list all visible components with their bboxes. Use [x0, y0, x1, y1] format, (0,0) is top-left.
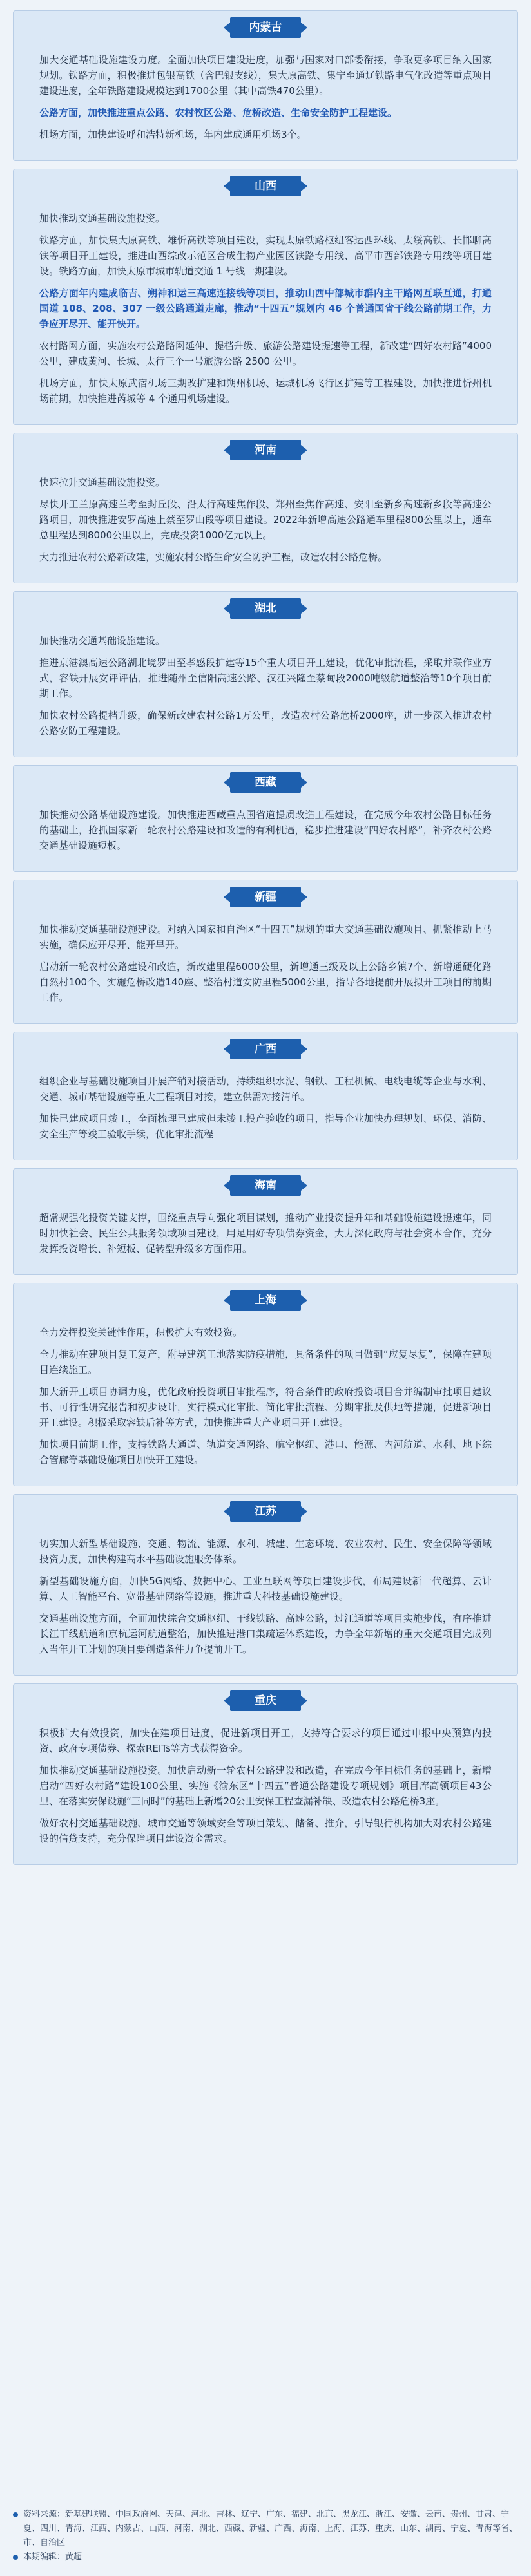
paragraph: 加快项目前期工作，支持铁路大通道、轨道交通网络、航空枢纽、港口、能源、内河航道、水利、地下综合管廊等基础设施项目加快开工建设。 [39, 1439, 492, 1466]
paragraph: 机场方面，加快太原武宿机场三期改扩建和朔州机场、运城机场飞行区扩建等工程建设，加快推进忻州机场前期，加快推进芮城等 4 个通用机场建设。 [39, 377, 492, 404]
section-title: 海南 [230, 1175, 301, 1196]
section-title: 重庆 [230, 1690, 301, 1711]
paragraph: 启动新一轮农村公路建设和改造，新改建里程6000公里，新增通三级及以上公路乡镇7个、新增通硬化路自然村100个、实施危桥改造140座、整治村道安防里程5000公里，指导各地提前开展拟开工项目的前期工作。 [39, 961, 492, 1003]
footer-source-line [13, 2508, 518, 2550]
footer-editor-line [13, 2550, 518, 2564]
footer-editor: 本期编辑：黄超 [23, 2552, 82, 2562]
section-title: 上海 [230, 1290, 301, 1311]
section-card-xinjiang [13, 880, 518, 1024]
paragraph: 加快推动交通基础设施投资。 [39, 213, 166, 224]
section-title: 河南 [230, 440, 301, 460]
section-card-chongqing [13, 1683, 518, 1865]
section-title: 西藏 [230, 772, 301, 793]
footer [13, 2508, 518, 2564]
section-title: 广西 [230, 1039, 301, 1059]
paragraph-highlight: 公路方面年内建成临吉、朔神和运三高速连接线等项目，推动山西中部城市群内主干路网互联互通，打通国道 108、208、307 一级公路通道走廊，推动“十四五”规划内 46 个普通国省干线公路前期工作，力争应开尽开、能开快开。 [39, 287, 492, 330]
paragraph: 加大新开工项目协调力度，优化政府投资项目审批程序，符合条件的政府投资项目合并编制审批项目建议书、可行性研究报告和初步设计，实行模式化审批、简化审批流程、分期审批及供地等措施，促进新项目开工建设。积极采取容缺后补等方式，加快推进重大产业项目开工建设。 [39, 1386, 492, 1428]
section-title: 山西 [230, 176, 301, 196]
paragraph: 农村路网方面，实施农村公路路网延伸、提档升级、旅游公路建设提速等工程，新改建“四好农村路”4000 公里，建成黄河、长城、太行三个一号旅游公路 2500 公里。 [39, 340, 492, 367]
section-title: 湖北 [230, 598, 301, 619]
section-card-shanghai [13, 1283, 518, 1486]
paragraph: 加快已建成项目竣工，全面梳理已建成但未竣工投产验收的项目，指导企业加快办理规划、环保、消防、安全生产等竣工验收手续，优化审批流程 [39, 1113, 492, 1140]
section-title: 新疆 [230, 887, 301, 907]
section-title: 江苏 [230, 1501, 301, 1522]
paragraph: 大力推进农村公路新改建，实施农村公路生命安全防护工程，改造农村公路危桥。 [39, 551, 388, 563]
paragraph: 快速拉升交通基础设施投资。 [39, 477, 166, 488]
section-card-xizang [13, 765, 518, 872]
bullet-icon [13, 2555, 18, 2560]
paragraph: 积极扩大有效投资，加快在建项目进度，促进新项目开工，支持符合要求的项目通过申报中央预算内投资、政府专项债券、探索REITs等方式获得资金。 [39, 1727, 492, 1754]
paragraph: 超常规强化投资关键支撑，围绕重点导向强化项目谋划，推动产业投资提升年和基础设施建设提速年，同时加快社会、民生公共服务领域项目建设，用足用好专项债券资金，大力深化政府与社会资本合作，充分发挥投资增长、补短板、促转型升级多方面作用。 [39, 1212, 492, 1255]
section-card-hainan [13, 1168, 518, 1275]
paragraph: 全力推动在建项目复工复产，附导建筑工地落实防疫措施，具备条件的项目做到“应复尽复”，保障在建项目连续施工。 [39, 1349, 492, 1376]
section-card-henan [13, 433, 518, 583]
paragraph: 加快农村公路提档升级，确保新改建农村公路1万公里，改造农村公路危桥2000座，进一步深入推进农村公路安防工程建设。 [39, 710, 492, 737]
paragraph: 切实加大新型基础设施、交通、物流、能源、水利、城建、生态环境、农业农村、民生、安全保障等领域投资力度，加快构建高水平基础设施服务体系。 [39, 1538, 492, 1565]
paragraph: 铁路方面，加快集大原高铁、雄忻高铁等项目建设，实现太原铁路枢纽客运西环线、太绥高铁、长邯聊高铁等项目开工建设，推进山西综改示范区合成生物产业园区铁路专用线、高平市西部铁路专用线等项目建设。铁路方面，加快太原市城市轨道交通 1 号线一期建设。 [39, 234, 492, 277]
section-title: 内蒙古 [230, 17, 301, 38]
paragraph: 加快推动公路基础设施建设。加快推进西藏重点国省道提质改造工程建设，在完成今年农村公路目标任务的基础上，抢抓国家新一轮农村公路建设和改造的有利机遇，稳步推进建设“四好农村路”，补齐农村公路交通基础设施短板。 [39, 809, 492, 851]
section-card-hubei [13, 591, 518, 757]
paragraph: 加大交通基础设施建设力度。全面加快项目建设进度，加强与国家对口部委衔接，争取更多项目纳入国家规划。铁路方面，积极推进包银高铁（含巴银支线），集大原高铁、集宁至通辽铁路电气化改造等重点项目建设进度，全年铁路建设规模达到1700公里（其中高铁470公里）。 [39, 54, 492, 97]
section-card-shanxi [13, 169, 518, 425]
section-card-neimenggu [13, 10, 518, 161]
paragraph: 做好农村交通基础设施、城市交通等领域安全等项目策划、储备、推介，引导银行机构加大对农村公路建设的信贷支持，充分保障项目建设资金需求。 [39, 1817, 492, 1844]
paragraph: 加快推动交通基础设施建设。对纳入国家和自治区“十四五”规划的重大交通基础设施项目、抓紧推动上马实施，确保应开尽开、能开早开。 [39, 923, 492, 951]
paragraph: 推进京港澳高速公路湖北境罗田至孝感段扩建等15个重大项目开工建设，优化审批流程，采取并联作业方式，容缺开展安评评估，推进随州至信阳高速公路、汉江兴隆至蔡甸段2000吨级航道整治等10个项目前期工作。 [39, 657, 492, 699]
paragraph: 加快推动交通基础设施投资。加快启动新一轮农村公路建设和改造，在完成今年目标任务的基础上，新增启动“四好农村路”建设100公里、实施《渝东区“十四五”普通公路建设专项规划》项目库高领项目43公里、在落实安保设施“三同时”的基础上新增20公里安保工程查漏补缺、改造农村公路危桥3座。 [39, 1765, 492, 1807]
paragraph: 加快推动交通基础设施建设。 [39, 635, 166, 647]
bullet-icon [13, 2512, 18, 2517]
section-card-guangxi [13, 1032, 518, 1160]
section-card-jiangsu [13, 1494, 518, 1676]
paragraph: 组织企业与基础设施项目开展产销对接活动，持续组织水泥、钢铁、工程机械、电线电缆等企业与水利、交通、城市基础设施等重大工程项目对接，建立供需对接清单。 [39, 1075, 492, 1103]
footer-source: 资料来源：新基建联盟、中国政府网、天津、河北、吉林、辽宁、广东、福建、北京、黑龙江、浙江、安徽、云南、贵州、甘肃、宁夏、四川、青海、江西、内蒙古、山西、河南、湖北、西藏、新疆、广西、海南、上海、江苏、重庆、山东、湖南、宁夏、青海等省、市、自治区 [23, 2510, 518, 2548]
paragraph-highlight: 公路方面，加快推进重点公路、农村牧区公路、危桥改造、生命安全防护工程建设。 [39, 107, 398, 118]
paragraph: 交通基础设施方面，全面加快综合交通枢纽、干线铁路、高速公路，过江通道等项目实施步伐，有序推进长江干线航道和京杭运河航道整治，加快推进港口集疏运体系建设，力争全年新增的重大交通项目完成列入当年开工计划的项目要创造条件力争提前开工。 [39, 1613, 492, 1655]
paragraph: 全力发挥投资关键性作用，积极扩大有效投资。 [39, 1327, 243, 1338]
paragraph: 机场方面，加快建设呼和浩特新机场，年内建成通用机场3个。 [39, 129, 307, 140]
paragraph: 尽快开工兰原高速兰考至封丘段、沿太行高速焦作段、郑州至焦作高速、安阳至新乡高速新乡段等高速公路项目，加快推进安罗高速上蔡至罗山段等项目建设。2022年新增高速公路通车里程800公里以上，通车总里程达到8000公里以上，完成投资1000亿元以上。 [39, 498, 492, 541]
paragraph: 新型基础设施方面，加快5G网络、数据中心、工业互联网等项目建设步伐，布局建设新一代超算、云计算、人工智能平台、宽带基础网络等设施，推进重大科技基础设施建设。 [39, 1575, 492, 1602]
